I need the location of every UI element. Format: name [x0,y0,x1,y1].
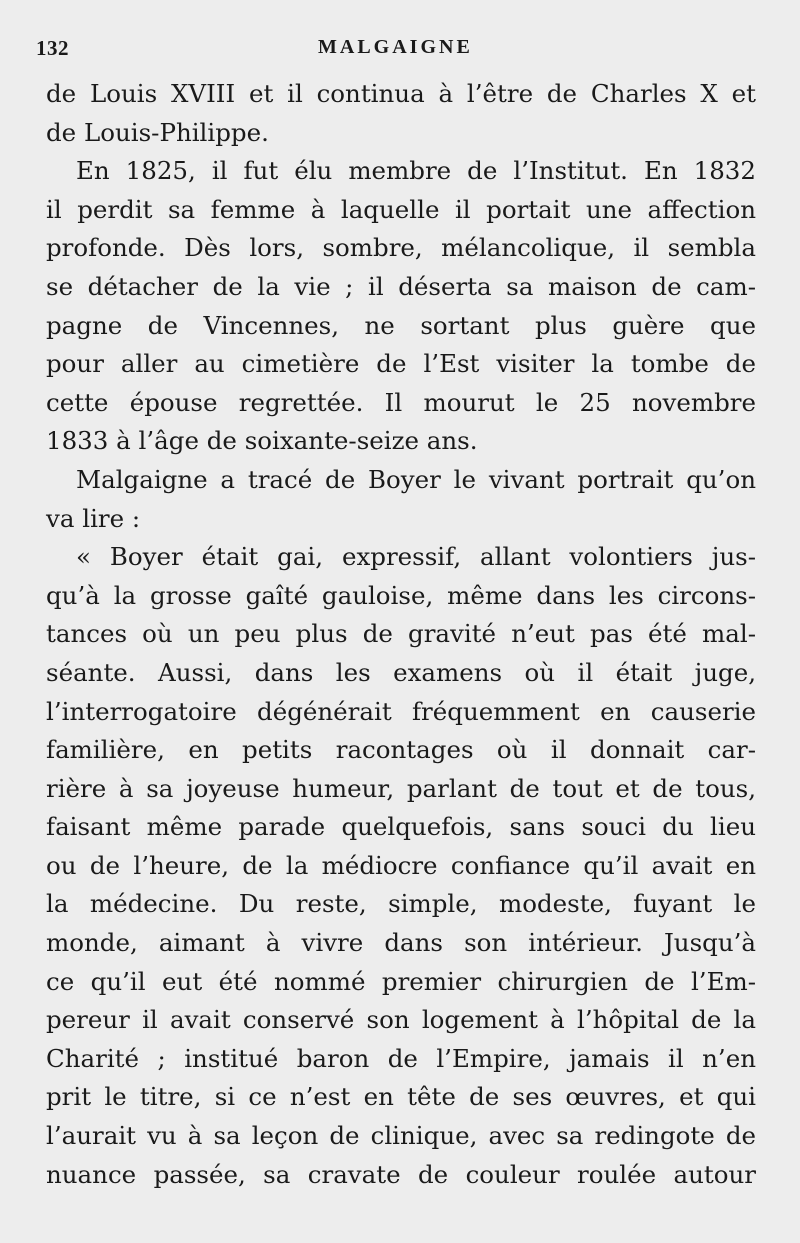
text-line: tances où un peu plus de gravité n’eut pas été mal- [46,619,756,649]
text-line: séante. Aussi, dans les examens où il était juge, [46,657,756,687]
text-line: qu’à la grosse gaîté gauloise, même dans les circons- [46,580,756,610]
text-line: « Boyer était gai, expressif, allant volontiers jus- [76,542,756,572]
text-line: va lire : [46,503,141,533]
running-title: MALGAIGNE [318,36,473,58]
page-number: 132 [36,36,69,60]
text-line: de Louis-Philippe. [46,117,269,147]
text-line: la médecine. Du reste, simple, modeste, fuyant le [46,889,756,919]
text-line: Charité ; institué baron de l’Empire, jamais il n’en [46,1043,756,1073]
text-line: Malgaigne a tracé de Boyer le vivant portrait qu’on [76,464,756,494]
text-line: il perdit sa femme à laquelle il portait une affection [46,194,756,224]
text-line: monde, aimant à vivre dans son intérieur. Jusqu’à [46,928,756,958]
text-line: pagne de Vincennes, ne sortant plus guère que [46,310,756,340]
text-line: profonde. Dès lors, sombre, mélancolique, il sembla [46,233,756,263]
text-line: 1833 à l’âge de soixante-seize ans. [46,426,478,456]
text-line: pour aller au cimetière de l’Est visiter la tombe de [46,349,756,379]
text-line: familière, en petits racontages où il donnait car- [46,735,756,765]
text-line: de Louis XVIII et il continua à l’être de Charles X et [46,79,756,108]
text-line: faisant même parade quelquefois, sans souci du lieu [46,812,756,842]
text-line: l’aurait vu à sa leçon de clinique, avec sa redingote de [46,1121,756,1151]
text-line: ce qu’il eut été nommé premier chirurgien de l’Em- [46,966,756,996]
text-line: nuance passée, sa cravate de couleur roulée autour [46,1159,756,1189]
text-line: En 1825, il fut élu membre de l’Institut. En 1832 [76,156,756,186]
text-line: prit le titre, si ce n’est en tête de ses œuvres, et qui [46,1082,756,1112]
text-line: l’interrogatoire dégénérait fréquemment en causerie [46,696,756,726]
text-line: rière à sa joyeuse humeur, parlant de tout et de tous, [46,773,756,803]
text-line: ou de l’heure, de la médiocre confiance qu’il avait en [46,850,756,880]
text-line: cette épouse regrettée. Il mourut le 25 novembre [46,387,756,417]
text-line: pereur il avait conservé son logement à l’hôpital de la [46,1005,756,1035]
text-line: se détacher de la vie ; il déserta sa maison de cam- [46,271,756,301]
body-text [46,75,756,1194]
running-head [36,36,766,60]
